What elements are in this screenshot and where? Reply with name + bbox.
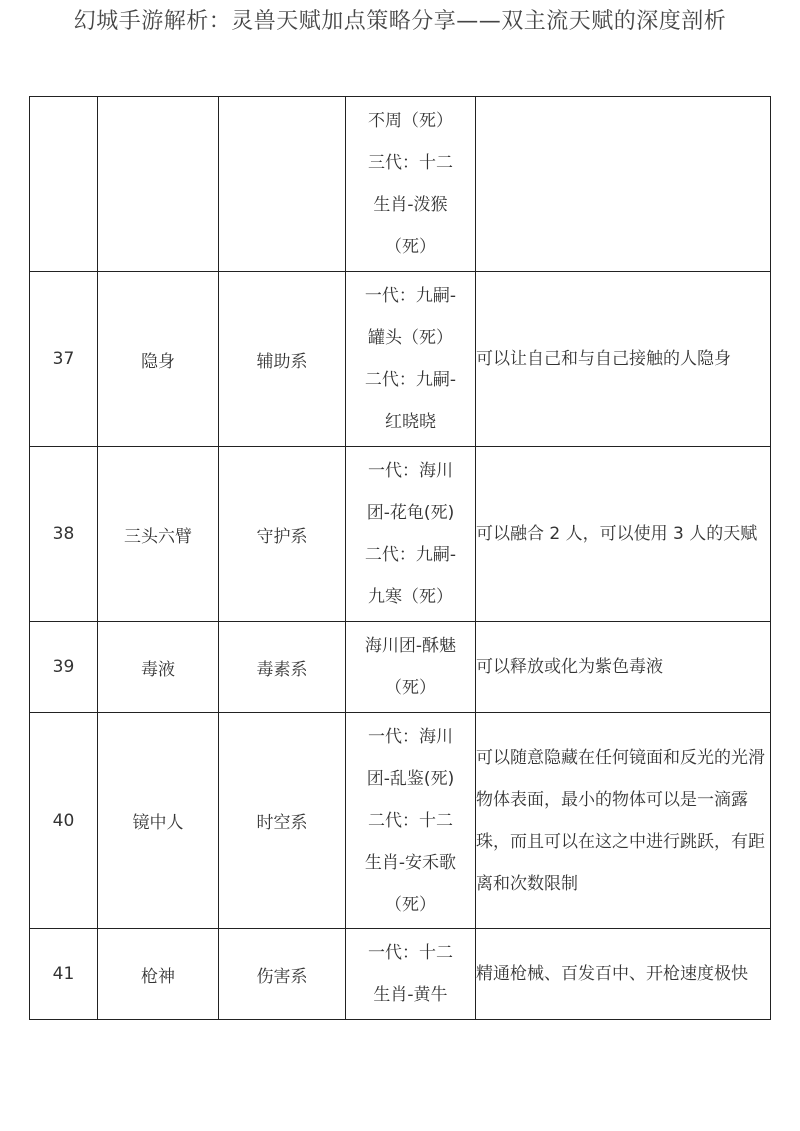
talent-number: 40 (30, 713, 98, 929)
talent-owner (346, 622, 476, 713)
talent-type: 毒素系 (219, 622, 346, 713)
owner-line: 九寒（死） (368, 587, 453, 607)
owner-line: 海川团-酥魅 (364, 636, 457, 656)
talent-description: 可以融合 2 人，可以使用 3 人的天赋 (476, 447, 771, 622)
talent-type: 辅助系 (219, 272, 346, 447)
talent-number: 38 (30, 447, 98, 622)
table-row (30, 622, 771, 713)
talent-owner (346, 713, 476, 929)
talent-name: 枪神 (98, 929, 219, 1020)
talent-name: 三头六臂 (98, 447, 219, 622)
talent-number (30, 97, 98, 272)
talent-type (219, 97, 346, 272)
owner-line: 生肖-安禾歌 (364, 852, 457, 873)
owner-line: 二代：九嗣- (364, 370, 457, 390)
talent-number: 37 (30, 272, 98, 447)
talent-name (98, 97, 219, 272)
table-row (30, 97, 771, 272)
talent-type: 守护系 (219, 447, 346, 622)
owner-line: 不周（死） (368, 111, 453, 131)
talent-number: 39 (30, 622, 98, 713)
owner-line: 三代：十二 (368, 153, 453, 173)
owner-line: 二代：九嗣- (364, 545, 457, 565)
table-row (30, 447, 771, 622)
owner-line: 一代：十二 (368, 943, 453, 963)
owner-line: 一代：九嗣- (364, 286, 457, 306)
owner-line: 团-花龟(死) (366, 503, 455, 523)
talent-type: 时空系 (219, 713, 346, 929)
talent-description: 精通枪械、百发百中、开枪速度极快 (476, 929, 771, 1020)
page-title: 幻城手游解析：灵兽天赋加点策略分享——双主流天赋的深度剖析 (73, 9, 727, 34)
talent-number: 41 (30, 929, 98, 1020)
owner-line: 一代：海川 (368, 726, 453, 747)
owner-line: 团-乱鉴(死) (366, 768, 455, 789)
owner-line: 一代：海川 (368, 461, 453, 481)
owner-line: 生肖-黄牛 (373, 985, 448, 1005)
talent-type: 伤害系 (219, 929, 346, 1020)
owner-line: （死） (385, 894, 436, 915)
talent-table (29, 96, 771, 1020)
talent-description: 可以释放或化为紫色毒液 (476, 622, 771, 713)
table-row (30, 713, 771, 929)
talent-description: 可以让自己和与自己接触的人隐身 (476, 272, 771, 447)
talent-owner (346, 447, 476, 622)
talent-owner (346, 929, 476, 1020)
table-row (30, 929, 771, 1020)
owner-line: 罐头（死） (368, 328, 453, 348)
owner-line: （死） (385, 237, 436, 257)
talent-name: 隐身 (98, 272, 219, 447)
talent-description: 可以随意隐藏在任何镜面和反光的光滑物体表面，最小的物体可以是一滴露珠，而且可以在这之中进行跳跃，有距离和次数限制 (476, 713, 771, 929)
table-row (30, 272, 771, 447)
talent-description (476, 97, 771, 272)
talent-name: 毒液 (98, 622, 219, 713)
talent-owner (346, 97, 476, 272)
talent-name: 镜中人 (98, 713, 219, 929)
owner-line: 二代：十二 (368, 810, 453, 831)
owner-line: 红晓晓 (385, 412, 436, 432)
owner-line: 生肖-泼猴 (373, 195, 448, 215)
talent-owner (346, 272, 476, 447)
owner-line: （死） (385, 678, 436, 698)
